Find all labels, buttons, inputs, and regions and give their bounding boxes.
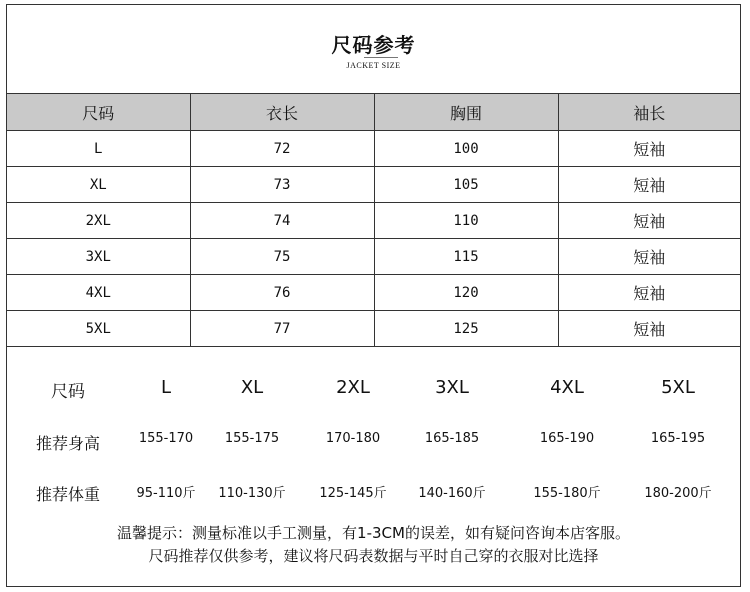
page-title: 尺码参考 — [331, 33, 416, 57]
cell-sleeve: 短袖 — [558, 275, 740, 311]
recommend-height: 165-185 — [424, 431, 480, 446]
table-row — [7, 311, 740, 347]
recommend-weight: 125-145斤 — [319, 486, 387, 501]
column-header-chest: 胸围 — [374, 94, 558, 131]
recommend-height: 155-175 — [224, 431, 280, 446]
recommend-size: 5XL — [661, 377, 695, 398]
recommend-weight: 155-180斤 — [533, 486, 601, 501]
table-header-row — [7, 94, 740, 131]
cell-chest: 125 — [374, 311, 558, 347]
recommend-weight-label: 推荐体重 — [35, 485, 100, 504]
cell-size: 4XL — [7, 275, 190, 311]
cell-sleeve: 短袖 — [558, 131, 740, 167]
cell-length: 75 — [190, 239, 374, 275]
tip-line-2: 尺码推荐仅供参考，建议将尺码表数据与平时自己穿的衣服对比选择 — [148, 547, 599, 565]
recommend-size: 3XL — [435, 377, 469, 398]
cell-length: 77 — [190, 311, 374, 347]
cell-length: 74 — [190, 203, 374, 239]
cell-size: 3XL — [7, 239, 190, 275]
recommend-size: XL — [240, 377, 264, 398]
page-subtitle: JACKET SIZE — [346, 61, 401, 70]
cell-size: 5XL — [7, 311, 190, 347]
cell-chest: 120 — [374, 275, 558, 311]
table-row — [7, 167, 740, 203]
cell-size: L — [7, 131, 190, 167]
table-row — [7, 203, 740, 239]
cell-chest: 110 — [374, 203, 558, 239]
column-header-sleeve: 袖长 — [558, 94, 740, 131]
title-divider — [364, 57, 398, 58]
recommend-size-label: 尺码 — [51, 382, 85, 402]
recommend-weight-row — [7, 482, 740, 512]
cell-chest: 115 — [374, 239, 558, 275]
recommend-weight: 110-130斤 — [218, 486, 286, 501]
recommend-weight: 140-160斤 — [418, 486, 486, 501]
recommend-weight: 95-110斤 — [136, 486, 196, 501]
column-header-size: 尺码 — [7, 94, 190, 131]
table-row — [7, 131, 740, 167]
cell-size: XL — [7, 167, 190, 203]
recommend-height: 165-190 — [539, 431, 595, 446]
recommend-size: 2XL — [336, 377, 370, 398]
table-row — [7, 239, 740, 275]
recommend-height: 155-170 — [138, 431, 194, 446]
recommend-height: 165-195 — [650, 431, 706, 446]
recommend-height: 170-180 — [325, 431, 381, 446]
column-header-length: 衣长 — [190, 94, 374, 131]
tip-line-1: 温馨提示：测量标准以手工测量，有1-3CM的误差，如有疑问咨询本店客服。 — [117, 524, 630, 542]
cell-sleeve: 短袖 — [558, 239, 740, 275]
size-table — [7, 93, 740, 347]
cell-sleeve: 短袖 — [558, 311, 740, 347]
recommend-height-label: 推荐身高 — [35, 434, 100, 453]
cell-length: 73 — [190, 167, 374, 203]
cell-length: 72 — [190, 131, 374, 167]
size-chart — [6, 4, 741, 587]
cell-length: 76 — [190, 275, 374, 311]
recommend-size-row — [7, 377, 740, 407]
recommend-size: 4XL — [550, 377, 584, 398]
table-row — [7, 275, 740, 311]
cell-chest: 100 — [374, 131, 558, 167]
cell-sleeve: 短袖 — [558, 203, 740, 239]
cell-chest: 105 — [374, 167, 558, 203]
recommend-height-row — [7, 431, 740, 461]
cell-sleeve: 短袖 — [558, 167, 740, 203]
recommend-weight: 180-200斤 — [644, 486, 712, 501]
cell-size: 2XL — [7, 203, 190, 239]
recommend-size: L — [160, 377, 172, 398]
